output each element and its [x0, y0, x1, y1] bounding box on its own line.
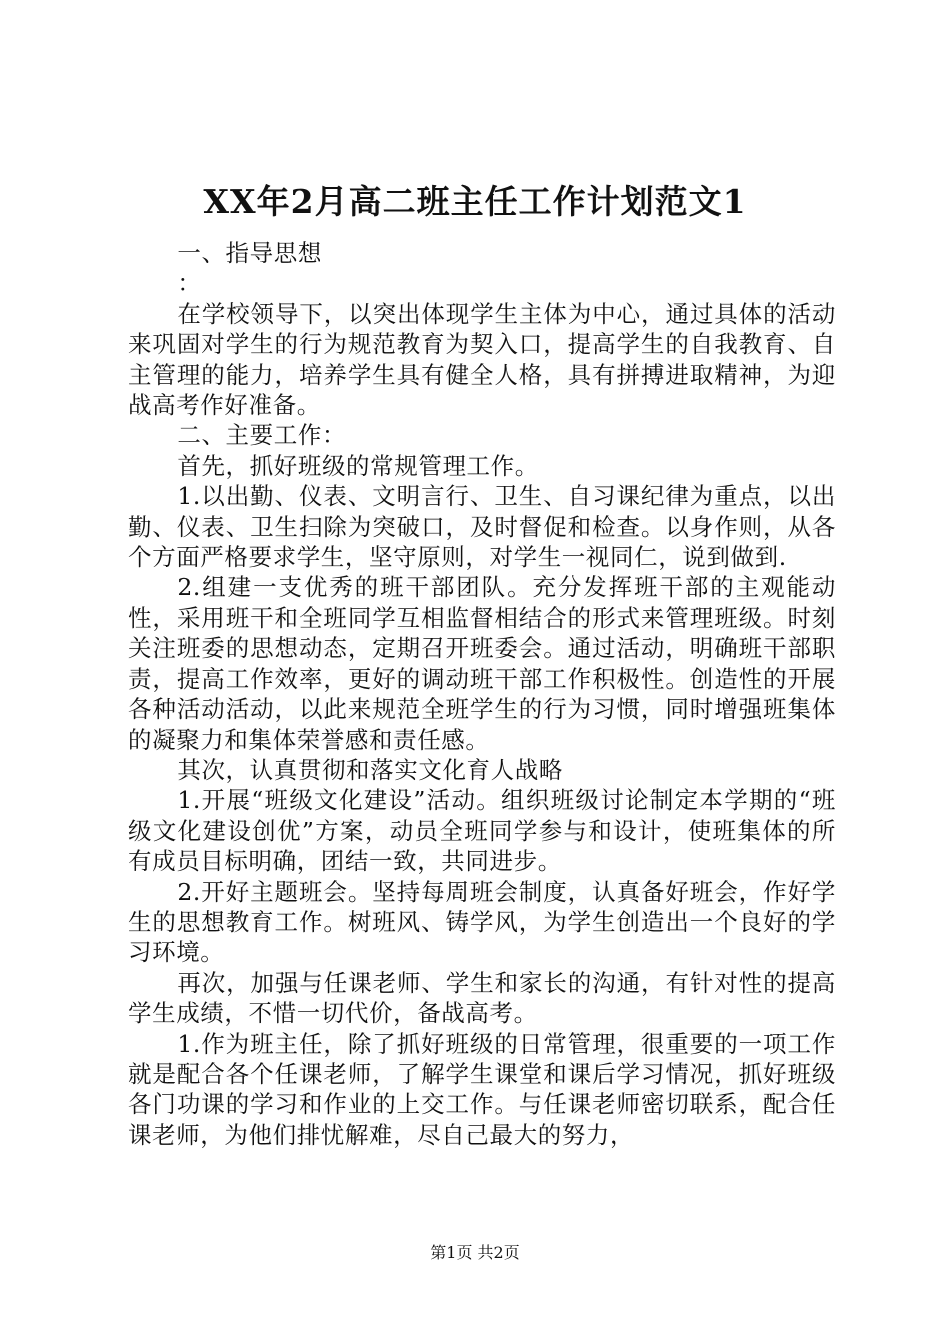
- page-footer: 第1页 共2页: [430, 1243, 520, 1262]
- document-title: XX年2月高二班主任工作计划范文1: [203, 182, 747, 221]
- paragraph-item-1-class-culture: 1.开展“班级文化建设”活动。组织班级讨论制定本学期的“班级文化建设创优”方案，动员全班同学参与和设计，使班集体的所有成员目标明确，团结一致，共同进步。: [128, 786, 836, 876]
- paragraph-item-2-class-committee: 2.组建一支优秀的班干部团队。充分发挥班干部的主观能动性，采用班干和全班同学互相监督相结合的形式来管理班级。时刻关注班委的思想动态，定期召开班委会。通过活动，明确班干部职责，提高工作效率，更好的调动班干部工作积极性。创造性的开展各种活动活动，以此来规范全班学生的行为习惯，同时增强班集体的凝聚力和集体荣誉感和责任感。: [128, 573, 836, 754]
- paragraph-item-1-attendance: 1.以出勤、仪表、文明言行、卫生、自习课纪律为重点，以出勤、仪表、卫生扫除为突破口，及时督促和检查。以身作则，从各个方面严格要求学生，坚守原则，对学生一视同仁，说到做到.: [128, 482, 836, 572]
- paragraph-third: 再次，加强与任课老师、学生和家长的沟通，有针对性的提高学生成绩，不惜一切代价，备战高考。: [128, 968, 836, 1028]
- paragraph-item-1-head-teacher: 1.作为班主任，除了抓好班级的日常管理，很重要的一项工作就是配合各个任课老师，了解学生课堂和课后学习情况，抓好班级各门功课的学习和作业的上交工作。与任课老师密切联系，配合任课老师，为他们排忧解难，尽自己最大的努力，: [128, 1029, 836, 1149]
- paragraph-second: 其次，认真贯彻和落实文化育人战略: [177, 755, 563, 784]
- section-heading-guiding-ideology: 一、指导思想: [177, 239, 322, 267]
- colon-line: ：: [177, 269, 202, 298]
- section-heading-main-work: 二、主要工作：: [177, 421, 347, 450]
- paragraph-guiding-ideology: 在学校领导下，以突出体现学生主体为中心，通过具体的活动来巩固对学生的行为规范教育为契入口，提高学生的自我教育、自主管理的能力，培养学生具有健全人格，具有拼搏进取精神，为迎战高考作好准备。: [128, 299, 836, 420]
- document-body: [128, 238, 836, 1150]
- paragraph-item-2-theme-meeting: 2.开好主题班会。坚持每周班会制度，认真备好班会，作好学生的思想教育工作。树班风、铸学风，为学生创造出一个良好的学习环境。: [128, 877, 836, 967]
- paragraph-first: 首先，抓好班级的常规管理工作。: [177, 451, 539, 480]
